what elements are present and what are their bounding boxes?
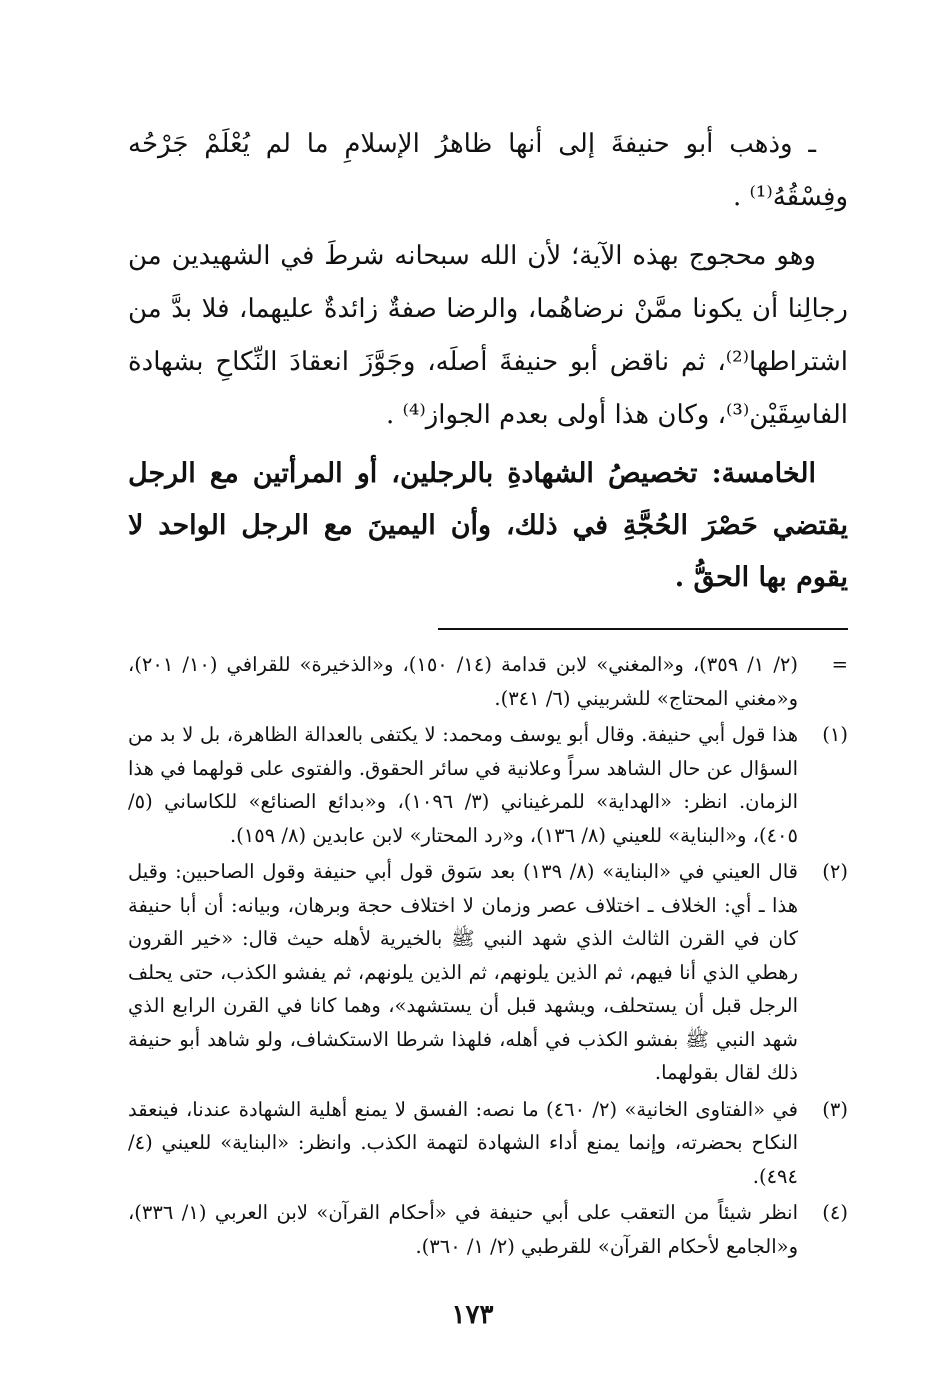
footnote-marker: = [831,653,848,676]
page-number: ١٧٣ [451,1300,494,1330]
footnote-continued [128,648,848,715]
paragraph-abu-hanifa: ـ وذهب أبو حنيفةَ إلى أنها ظاهرُ الإسلامِ ما لم يُعْلَمْ جَرْحُه وفِسْقُهُ⁽¹⁾ . [128,129,848,212]
footnote-text: هذا قول أبي حنيفة. وقال أبو يوسف ومحمد: لا يكتفى بالعدالة الظاهرة، بل لا بد من السؤال عن حال الشاهد سراً وعلانية في سائر الحقوق. والفتوى على قولهما في هذا الزمان. انظر: «الهداية» للمرغيناني (٣/ ١٠٩٦)، و«بدائع الصنائع» للكاساني (٥/ ٤٠٥)، و«البناية» للعيني (٨/ ١٣٦)، و«رد المحتار» لابن عابدين (٨/ ١٥٩). [128,723,798,847]
page-body [128,118,848,1266]
main-text [128,118,848,604]
footnote-1 [128,718,848,852]
footnote-text: في «الفتاوى الخانية» (٢/ ٤٦٠) ما نصه: الفسق لا يمنع أهلية الشهادة عندنا، فينعقد النكاح بحضرته، وإنما يمنع أداء الشهادة لتهمة الكذب. وانظر: «البناية» للعيني (٤/ ٤٩٤). [128,1097,798,1188]
footnote-marker: (٤) [822,1201,848,1224]
footnote-text: (٢/ ١/ ٣٥٩)، و«المغني» لابن قدامة (١٤/ ١٥٠)، و«الذخيرة» للقرافي (١٠/ ٢٠١)، و«مغني المحتاج» للشربيني (٦/ ٣٤١). [128,653,798,710]
paragraph-argument: وهو محجوج بهذه الآية؛ لأن الله سبحانه شرطَ في الشهيدين من رجالِنا أن يكونا ممَّنْ نرضاهُما، والرضا صفةٌ زائدةٌ عليهما، فلا بدَّ من اشتراطها⁽²⁾، ثم ناقض أبو حنيفةَ أصلَه، وجَوَّزَ انعقادَ النِّكاحِ بشهادة الفاسِقَيْن⁽³⁾، وكان هذا أولى بعدم الجواز⁽⁴⁾ . [128,241,848,430]
footnote-marker: (٣) [822,1097,848,1121]
footnote-marker: (١) [822,723,848,746]
paragraph-fifth-point: الخامسة: تخصيصُ الشهادةِ بالرجلين، أو المرأتين مع الرجل يقتضي حَصْرَ الحُجَّةِ في ذلك، وأن اليمينَ مع الرجل الواحد لا يقوم بها الحقُّ . [128,458,848,593]
footnote-separator [438,628,848,630]
footnote-4 [128,1196,848,1263]
footnote-2 [128,855,848,1090]
footnote-text: انظر شيئاً من التعقب على أبي حنيفة في «أحكام القرآن» لابن العربي (١/ ٣٣٦)، و«الجامع لأحكام القرآن» للقرطبي (٢/ ١/ ٣٦٠). [128,1201,798,1258]
footnote-marker: (٢) [822,860,848,883]
footnote-text: قال العيني في «البناية» (٨/ ١٣٩) بعد سَوق قول أبي حنيفة وقول الصاحبين: وقيل هذا ـ أي: الخلاف ـ اختلاف عصر وزمان لا اختلاف حجة وبرهان، وبيانه: أن أبا حنيفة كان في القرن الثالث الذي شهد النبي ﷺ بالخيرية لأهله حيث قال: «خير القرون رهطي الذي أنا فيهم، ثم الذين يلونهم، ثم الذين يلونهم، ثم يفشو الكذب، حتى يحلف الرجل قبل أن يستحلف، ويشهد قبل أن يستشهد»، وهما كانا في القرن الرابع الذي شهد النبي ﷺ بفشو الكذب في أهله، فلهذا شرطا الاستكشاف، ولو شاهد أبو حنيفة ذلك لقال بقولهما. [128,860,798,1084]
footnote-3 [128,1093,848,1194]
footnotes [128,648,848,1263]
